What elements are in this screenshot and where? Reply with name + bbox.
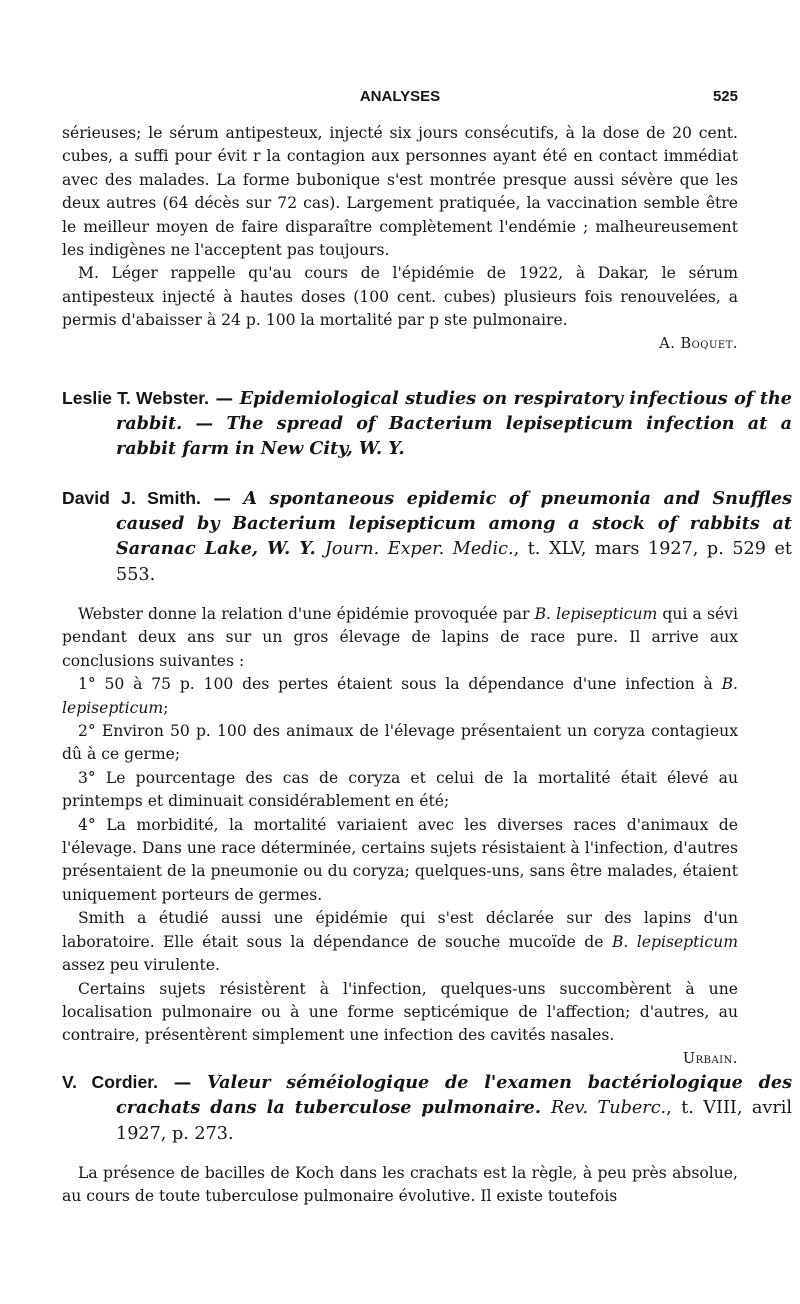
running-title: ANALYSES [359,88,441,105]
reference-cordier [62,1070,792,1147]
abstract-plague-continued [62,122,738,356]
abstract-tuberculosis [62,1162,738,1209]
paragraph: M. Léger rappelle qu'au cours de l'épidémie de 1922, à Dakar, le sérum antipesteux injecté à hautes doses (100 cent. cubes) plusieurs fois renouvelées, a permis d'abaisser à 24 p. 100 la mortalité par p ste pulmonaire. [62,264,738,330]
reference-dash: — [213,488,231,509]
list-item: 2° Environ 50 p. 100 des animaux de l'élevage présentaient un coryza contagieux dû à ce germe; [62,722,738,764]
list-item: 3° Le pourcentage des cas de coryza et celui de la mortalité était élevé au printemps et diminuait considérablement en été; [62,768,738,811]
text-run: assez peu virulente. [62,956,220,975]
reference-smith [62,486,792,588]
reference-author: Leslie T. Webster. [62,388,210,408]
reference-dash: — [173,1072,192,1093]
running-header [62,88,738,110]
text-run: Smith a étudié aussi une épidémie qui s'est déclarée sur des lapins d'un laboratoire. Elle était sous la dépendance de souche mucoïde de [62,909,738,951]
reference-journal: Rev. Tuberc. [551,1098,667,1118]
reference-author: V. Cordier. [62,1072,158,1092]
organism-name: B. lepisepticum [62,675,738,717]
paragraph: Certains sujets résistèrent à l'infection, quelques-uns succombèrent à une localisation pulmonaire ou à une forme septicémique de l'affection; d'autres, au contraire, présentèrent simplement une infection des cavités nasales. [62,979,738,1045]
reference-dash: — [215,388,234,409]
paragraph [62,907,738,977]
organism-name: B. lepisepticum [534,605,658,623]
page-number: 525 [712,88,738,105]
reference-citation: , t. XLV, mars 1927, p. 529 et 553. [116,539,792,585]
reference-title: A spontaneous epidemic of pneumonia and Snuffles caused by Bacterium lepisepticum among a stock of rabbits at Saranac Lake, W. Y. [116,488,792,559]
author-signature: Urbain. [682,1050,738,1067]
text-run: qui a sévi pendant deux ans sur un gros élevage de lapins de race pure. Il arrive aux conclusions suivantes : [62,605,738,670]
list-item [62,673,738,720]
paragraph: sérieuses; le sérum antipesteux, injecté six jours consécutifs, à la dose de 20 cent. cubes, a suffi pour évit r la contagion aux personnes ayant été en contact immédiat avec des malades. La forme bubonique s'est montrée presque aussi sévère que les deux autres (64 décès sur 72 cas). Largement pratiquée, la vaccination semble être le meilleur moyen de faire disparaître complètement l'endémie ; malheureusement les indigènes ne l'acceptent pas toujours. [62,124,738,260]
text-run: ; [163,698,169,717]
reference-journal: Journ. Exper. Medic. [324,539,514,559]
reference-webster [62,386,792,461]
text-run: Webster donne la relation d'une épidémie provoquée par [78,605,535,623]
organism-name: B. lepisepticum [611,932,738,951]
reference-title: Valeur séméiologique de l'examen bactériologique des crachats dans la tuberculose pulmonaire. [116,1072,792,1118]
abstract-lepisepticum [62,603,738,1071]
paragraph: La présence de bacilles de Koch dans les crachats est la règle, à peu près absolue, au cours de toute tuberculose pulmonaire évolutive. Il existe toutefois [62,1164,738,1206]
text-run: 1° 50 à 75 p. 100 des pertes étaient sous la dépendance d'une infection à [78,675,722,694]
list-item: 4° La morbidité, la mortalité variaient avec les diverses races d'animaux de l'élevage. Dans une race déterminée, certains sujets résistaient à l'infection, d'autres présentaient de la pneumonie ou du coryza; quelques-uns, sans être malades, étaient uniquement porteurs de germes. [62,815,738,904]
author-signature: A. Boquet. [659,335,738,352]
reference-title: Epidemiological studies on respiratory infectious of the rabbit. — The spread of Bacterium lepisepticum infection at a rabbit farm in New City, W. Y. [116,388,792,459]
reference-citation: , t. VIII, avril 1927, p. 273. [116,1098,792,1144]
reference-author: David J. Smith. [62,488,201,508]
paragraph [62,603,738,673]
